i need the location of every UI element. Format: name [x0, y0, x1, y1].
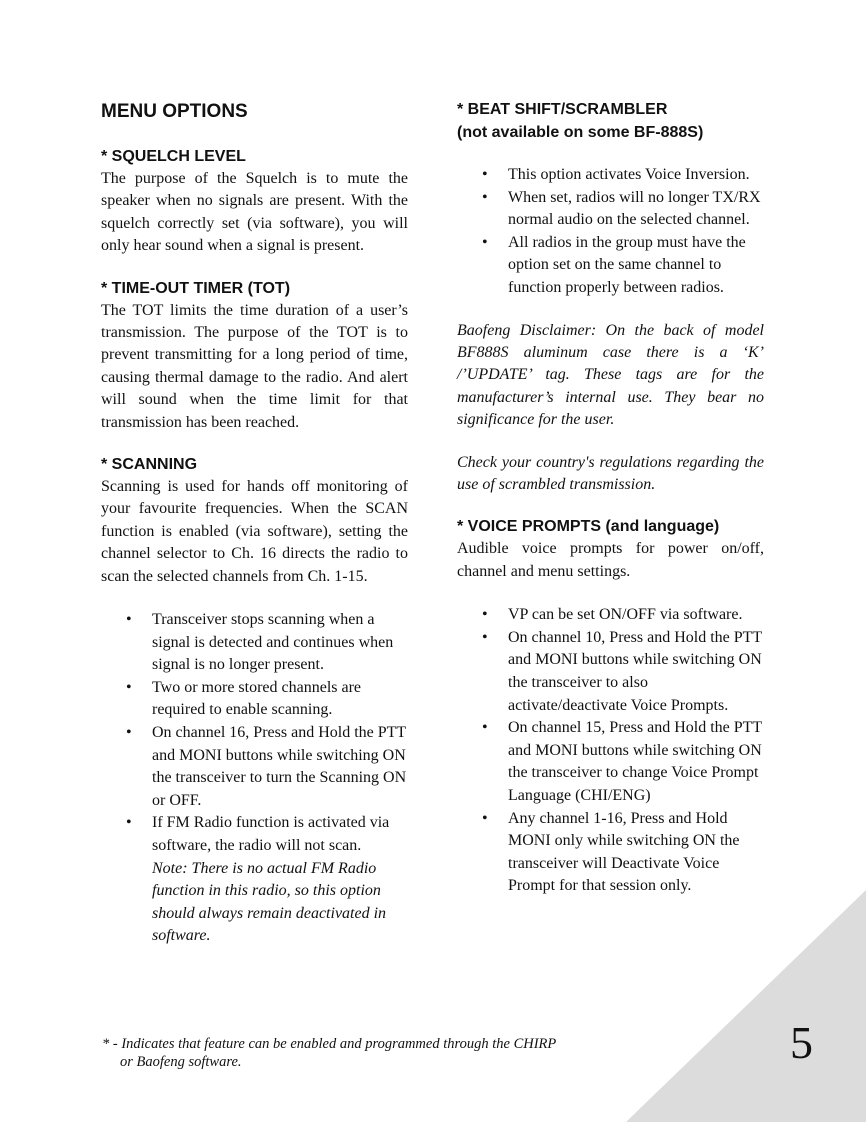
scanning-bullet-list — [101, 609, 408, 948]
list-item: • Transceiver stops scanning when a signal is detected and continues when signal is no longer present. — [126, 611, 394, 674]
bullet-icon: • — [482, 166, 488, 183]
bullet-icon: • — [482, 188, 488, 206]
bullet-icon: • — [482, 719, 488, 737]
voice-prompts-heading: * VOICE PROMPTS (and language) — [457, 518, 720, 536]
list-item: • If FM Radio function is activated via software, the radio will not scan. Note: There is no actual FM Radio function in this radio, so this option should always remain deactivated in software. — [126, 814, 390, 945]
squelch-body: The purpose of the Squelch is to mute the speaker when no signals are present. With the squelch correctly set (via software), you will only hear sound when a signal is present. — [101, 170, 408, 255]
bullet-icon: • — [126, 678, 132, 696]
list-item: • This option activates Voice Inversion. — [457, 164, 764, 187]
scanning-body: Scanning is used for hands off monitoring of your favourite frequencies. When the SCAN function is enabled (via software), setting the channel selector to Ch. 16 directs the radio to scan the selected channels from Ch. 1-15. — [101, 478, 408, 585]
footnote-line-2: or Baofeng software. — [120, 1054, 242, 1070]
baofeng-disclaimer: Baofeng Disclaimer: On the back of model BF888S aluminum case there is a ‘K’ /’UPDATE’ tag. These tags are for the manufacturer’s internal use. They bear no significance for the user. — [457, 321, 764, 429]
bullet-icon: • — [126, 611, 132, 629]
bullet-icon: • — [126, 814, 132, 832]
list-item: • On channel 15, Press and Hold the PTT and MONI buttons while switching ON the transceiver to change Voice Prompt Language (CHI/ENG) — [482, 719, 762, 804]
beat-shift-bullet-list — [457, 164, 764, 300]
list-item: • On channel 10, Press and Hold the PTT and MONI buttons while switching ON the transceiver to also activate/deactivate Voice Prompts. — [482, 628, 762, 714]
fm-radio-note: Note: There is no actual FM Radio function in this radio, so this option should always remain deactivated in software. — [152, 859, 387, 945]
bullet-icon: • — [482, 606, 488, 624]
regulations-note: Check your country's regulations regarding the use of scrambled transmission. — [457, 453, 764, 493]
footnote — [102, 1035, 622, 1071]
page-title: MENU OPTIONS — [101, 101, 248, 122]
left-column — [101, 98, 408, 948]
tot-heading: * TIME-OUT TIMER (TOT) — [101, 279, 291, 297]
tot-body: The TOT limits the time duration of a user’s transmission. The purpose of the TOT is to prevent transmitting for a long period of time, causing thermal damage to the radio. And alert will sound when the time limit for that transmission has been reached. — [101, 301, 408, 431]
list-item: • All radios in the group must have the option set on the same channel to function properly between radios. — [482, 233, 746, 296]
beat-shift-subheading: (not available on some BF-888S) — [457, 124, 704, 141]
voice-prompts-body: Audible voice prompts for power on/off, channel and menu settings. — [457, 540, 764, 580]
squelch-heading: * SQUELCH LEVEL — [101, 148, 246, 165]
scanning-heading: * SCANNING — [101, 456, 198, 474]
bullet-icon: • — [482, 233, 488, 251]
page-corner-shape — [626, 890, 866, 1122]
voice-prompts-bullet-list — [457, 604, 764, 898]
list-item: • On channel 16, Press and Hold the PTT and MONI buttons while switching ON the transceiver to turn the Scanning ON or OFF. — [126, 724, 407, 809]
bullet-icon: • — [482, 628, 488, 646]
list-item: • Two or more stored channels are required to enable scanning. — [126, 678, 362, 719]
page-number: 5 — [790, 1017, 813, 1068]
beat-shift-heading: * BEAT SHIFT/SCRAMBLER — [457, 101, 668, 118]
list-item: • When set, radios will no longer TX/RX normal audio on the selected channel. — [482, 188, 761, 229]
bullet-icon: • — [482, 809, 488, 827]
list-item: • VP can be set ON/OFF via software. — [457, 604, 764, 627]
bullet-icon: • — [126, 724, 132, 742]
list-item: • Any channel 1-16, Press and Hold MONI only while switching ON the transceiver will Deactivate Voice Prompt for that session only. — [482, 809, 740, 895]
footnote-line-1: * - Indicates that feature can be enabled and programmed through the CHIRP — [102, 1036, 557, 1052]
right-column — [457, 98, 764, 898]
